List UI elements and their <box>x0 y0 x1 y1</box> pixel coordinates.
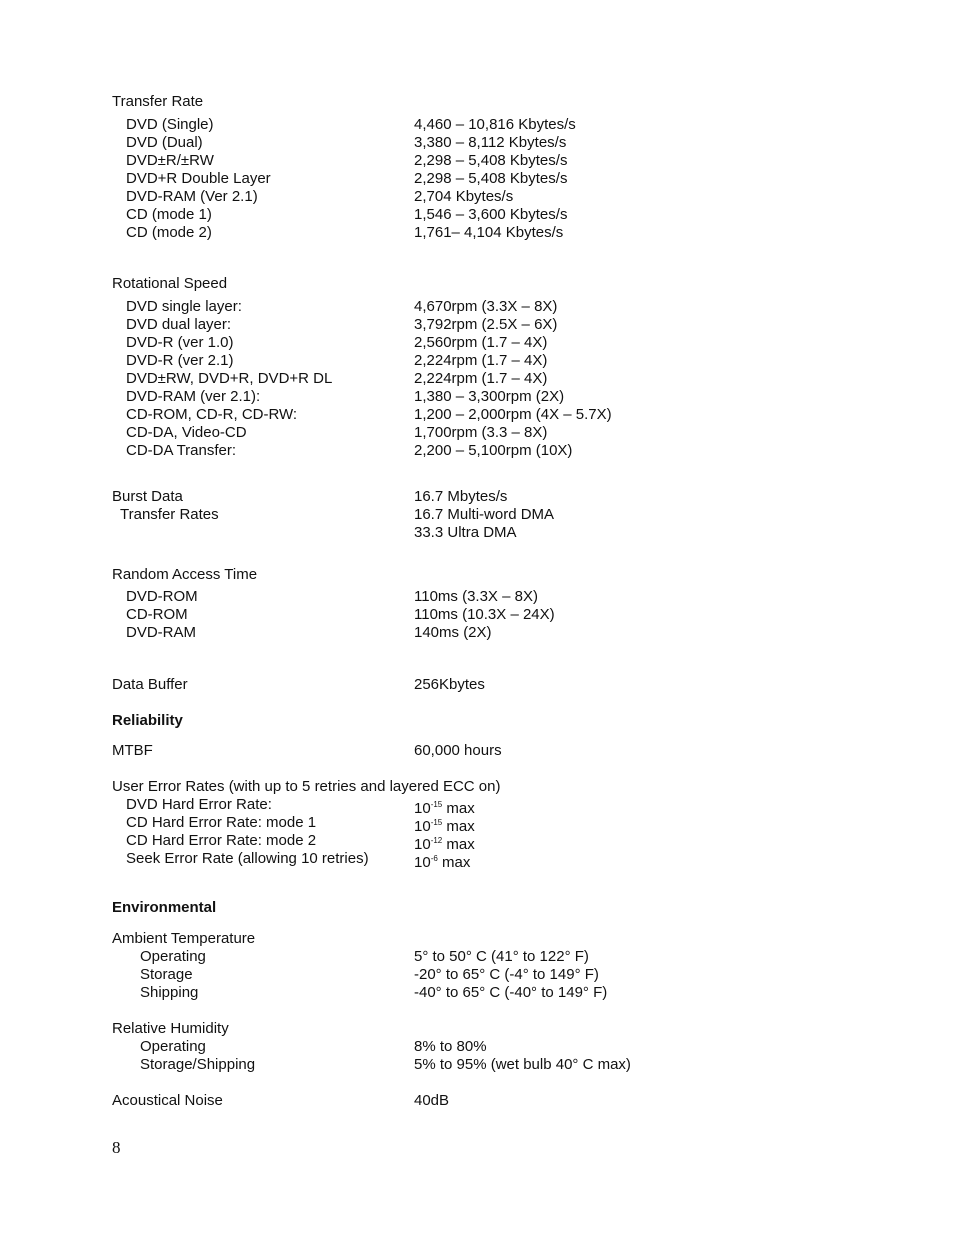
spec-value: 5° to 50° C (41° to 122° F) <box>414 948 589 965</box>
spec-value: 8% to 80% <box>414 1038 487 1055</box>
acoustical-noise-value: 40dB <box>414 1092 450 1109</box>
transfer-rate-heading: Transfer Rate <box>112 93 204 110</box>
spec-label: Storage <box>140 966 193 983</box>
ambient-temperature-heading: Ambient Temperature <box>112 930 256 947</box>
spec-value: -40° to 65° C (-40° to 149° F) <box>414 984 608 1001</box>
spec-label: DVD dual layer: <box>126 316 232 333</box>
spec-label: CD (mode 1) <box>126 206 212 223</box>
spec-value: 2,704 Kbytes/s <box>414 188 514 205</box>
spec-label: DVD Hard Error Rate: <box>126 796 272 813</box>
data-buffer-value: 256Kbytes <box>414 676 485 693</box>
spec-value: 1,761– 4,104 Kbytes/s <box>414 224 564 241</box>
spec-value: -20° to 65° C (-4° to 149° F) <box>414 966 599 983</box>
burst-data-heading: Burst Data <box>112 488 183 505</box>
acoustical-noise-label: Acoustical Noise <box>112 1092 223 1109</box>
spec-label: DVD-R (ver 1.0) <box>126 334 234 351</box>
spec-value: 2,224rpm (1.7 – 4X) <box>414 370 548 387</box>
spec-value: 1,380 – 3,300rpm (2X) <box>414 388 565 405</box>
spec-label: DVD (Single) <box>126 116 214 133</box>
spec-value: 4,460 – 10,816 Kbytes/s <box>414 116 576 133</box>
spec-value: 2,298 – 5,408 Kbytes/s <box>414 170 568 187</box>
mtbf-label: MTBF <box>112 742 153 759</box>
spec-value: 16.7 Multi-word DMA <box>414 506 555 523</box>
spec-label: CD-DA, Video-CD <box>126 424 247 441</box>
spec-label: DVD-ROM <box>126 588 198 605</box>
spec-value: 3,380 – 8,112 Kbytes/s <box>414 134 567 151</box>
spec-value: 1,700rpm (3.3 – 8X) <box>414 424 548 441</box>
spec-value: $10^{-6}$ max <box>414 854 471 871</box>
spec-value: 140ms (2X) <box>414 624 492 641</box>
spec-value: 33.3 Ultra DMA <box>414 524 517 541</box>
spec-label: CD Hard Error Rate: mode 2 <box>126 832 317 849</box>
spec-label: CD (mode 2) <box>126 224 212 241</box>
burst-data-subheading: Transfer Rates <box>120 506 219 523</box>
spec-value: 1,546 – 3,600 Kbytes/s <box>414 206 568 223</box>
spec-label: Seek Error Rate (allowing 10 retries) <box>126 850 369 867</box>
spec-value: $10^{-15}$ max <box>414 818 475 835</box>
spec-value: 2,200 – 5,100rpm (10X) <box>414 442 573 459</box>
spec-label: DVD±R/±RW <box>126 152 214 169</box>
spec-value: 16.7 Mbytes/s <box>414 488 508 505</box>
data-buffer-label: Data Buffer <box>112 676 188 693</box>
relative-humidity-heading: Relative Humidity <box>112 1020 229 1037</box>
spec-value: 110ms (10.3X – 24X) <box>414 606 555 623</box>
spec-label: CD-DA Transfer: <box>126 442 237 459</box>
page-number: 8 <box>112 1138 121 1157</box>
spec-value: 2,224rpm (1.7 – 4X) <box>414 352 548 369</box>
spec-label: CD-ROM, CD-R, CD-RW: <box>126 406 298 423</box>
spec-label: DVD-RAM <box>126 624 196 641</box>
spec-label: DVD-RAM (ver 2.1): <box>126 388 261 405</box>
spec-label: DVD-RAM (Ver 2.1) <box>126 188 258 205</box>
random-access-heading: Random Access Time <box>112 566 258 583</box>
spec-value: 2,560rpm (1.7 – 4X) <box>414 334 548 351</box>
mtbf-value: 60,000 hours <box>414 742 502 759</box>
spec-value: 4,670rpm (3.3X – 8X) <box>414 298 558 315</box>
spec-label: Operating <box>140 948 206 965</box>
spec-label: DVD-R (ver 2.1) <box>126 352 234 369</box>
spec-label: DVD±RW, DVD+R, DVD+R DL <box>126 370 333 387</box>
spec-value: $10^{-12}$ max <box>414 836 475 853</box>
spec-label: CD Hard Error Rate: mode 1 <box>126 814 317 831</box>
spec-label: DVD+R Double Layer <box>126 170 271 187</box>
rotational-speed-heading: Rotational Speed <box>112 275 228 292</box>
error-rates-heading: User Error Rates (with up to 5 retries and layered ECC on) <box>112 778 501 795</box>
spec-label: DVD single layer: <box>126 298 242 315</box>
spec-label: Storage/Shipping <box>140 1056 256 1073</box>
spec-label: Operating <box>140 1038 206 1055</box>
spec-label: Shipping <box>140 984 199 1001</box>
spec-value: 1,200 – 2,000rpm (4X – 5.7X) <box>414 406 612 423</box>
spec-value: 110ms (3.3X – 8X) <box>414 588 538 605</box>
spec-value: $10^{-15}$ max <box>414 800 475 817</box>
spec-label: DVD (Dual) <box>126 134 203 151</box>
spec-value: 3,792rpm (2.5X – 6X) <box>414 316 558 333</box>
spec-label: CD-ROM <box>126 606 188 623</box>
reliability-heading: Reliability <box>112 712 183 729</box>
spec-value: 2,298 – 5,408 Kbytes/s <box>414 152 568 169</box>
spec-value: 5% to 95% (wet bulb 40° C max) <box>414 1056 631 1073</box>
environmental-heading: Environmental <box>112 899 217 916</box>
